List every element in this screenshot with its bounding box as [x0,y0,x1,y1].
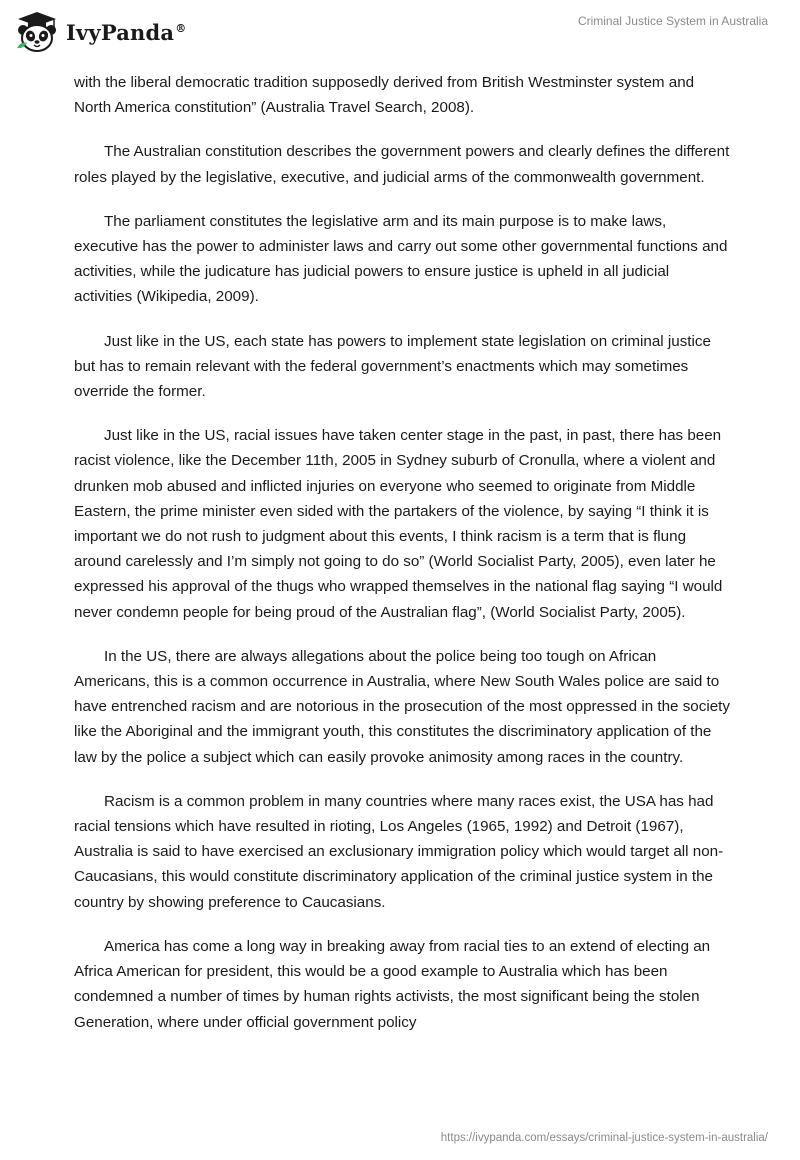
paragraph-continuation: with the liberal democratic tradition supposedly derived from British Westminster system and North America constitution” (Australia Travel Search, 2008). [74,74,695,117]
essay-body [74,70,730,1054]
logo-registered-mark: ® [175,21,187,35]
panda-logo-icon [14,10,60,52]
document-title: Criminal Justice System in Australia [577,14,768,28]
paragraph: The Australian constitution describes the government powers and clearly defines the different roles played by the legislative, executive, and judicial arms of the commonwealth government. [74,143,730,186]
paragraph: Just like in the US, each state has powers to implement state legislation on criminal justice but has to remain relevant with the federal government’s enactments which may sometimes override the former. [74,332,711,401]
paragraph: In the US, there are always allegations about the police being too tough on African Americans, this is a common occurrence in Australia, where New South Wales police are said to have entrenched racism and are notorious in the prosecution of the most oppressed in the society like the Aboriginal and the immigrant youth, this constitutes the discriminatory application of the law by the police a subject which can easily provoke animosity among races in the country. [74,647,730,766]
logo-text: IvyPanda® [66,19,187,45]
paragraph: Just like in the US, racial issues have taken center stage in the past, in past, there has been racist violence, like the December 11th, 2005 in Sydney suburb of Cronulla, where a violent and drunken mob abused and inflicted injuries on everyone who seemed to originate from Middle Eastern, the prime minister even sided with the partakers of the violence, by saying “I think it is important we do not rush to judgment about this events, I think racism is a term that is flung around carelessly and I’m simply not going to do so” (World Socialist Party, 2005), even later he expressed his approval of the thugs who wrapped themselves in the national flag saying “I would never condemn people for being proud of the Australian flag”, (World Socialist Party, 2005). [74,427,723,621]
ivypanda-logo[interactable] [14,10,186,52]
paragraph: The parliament constitutes the legislative arm and its main purpose is to make laws, executive has the power to administer laws and carry out some other governmental functions and activities, while the judicature has judicial powers to ensure justice is upheld in all judicial activities (Wikipedia, 2009). [74,212,728,306]
source-url[interactable]: https://ivypanda.com/essays/criminal-justice-system-in-australia/ [440,1132,768,1144]
page-header [0,0,800,64]
paragraph: Racism is a common problem in many countries where many races exist, the USA has had racial tensions which have resulted in rioting, Los Angeles (1965, 1992) and Detroit (1967), Australia is said to have exercised an exclusionary immigration policy which would target all non-Caucasians, this would constitute discriminatory application of the criminal justice system in the country by showing preference to Caucasians. [74,792,724,911]
paragraph: America has come a long way in breaking away from racial ties to an extend of electing an Africa American for president, this would be a good example to Australia which has been condemned a number of times by human rights activists, the most significant being the stolen Generation, where under official government policy [74,937,711,1031]
